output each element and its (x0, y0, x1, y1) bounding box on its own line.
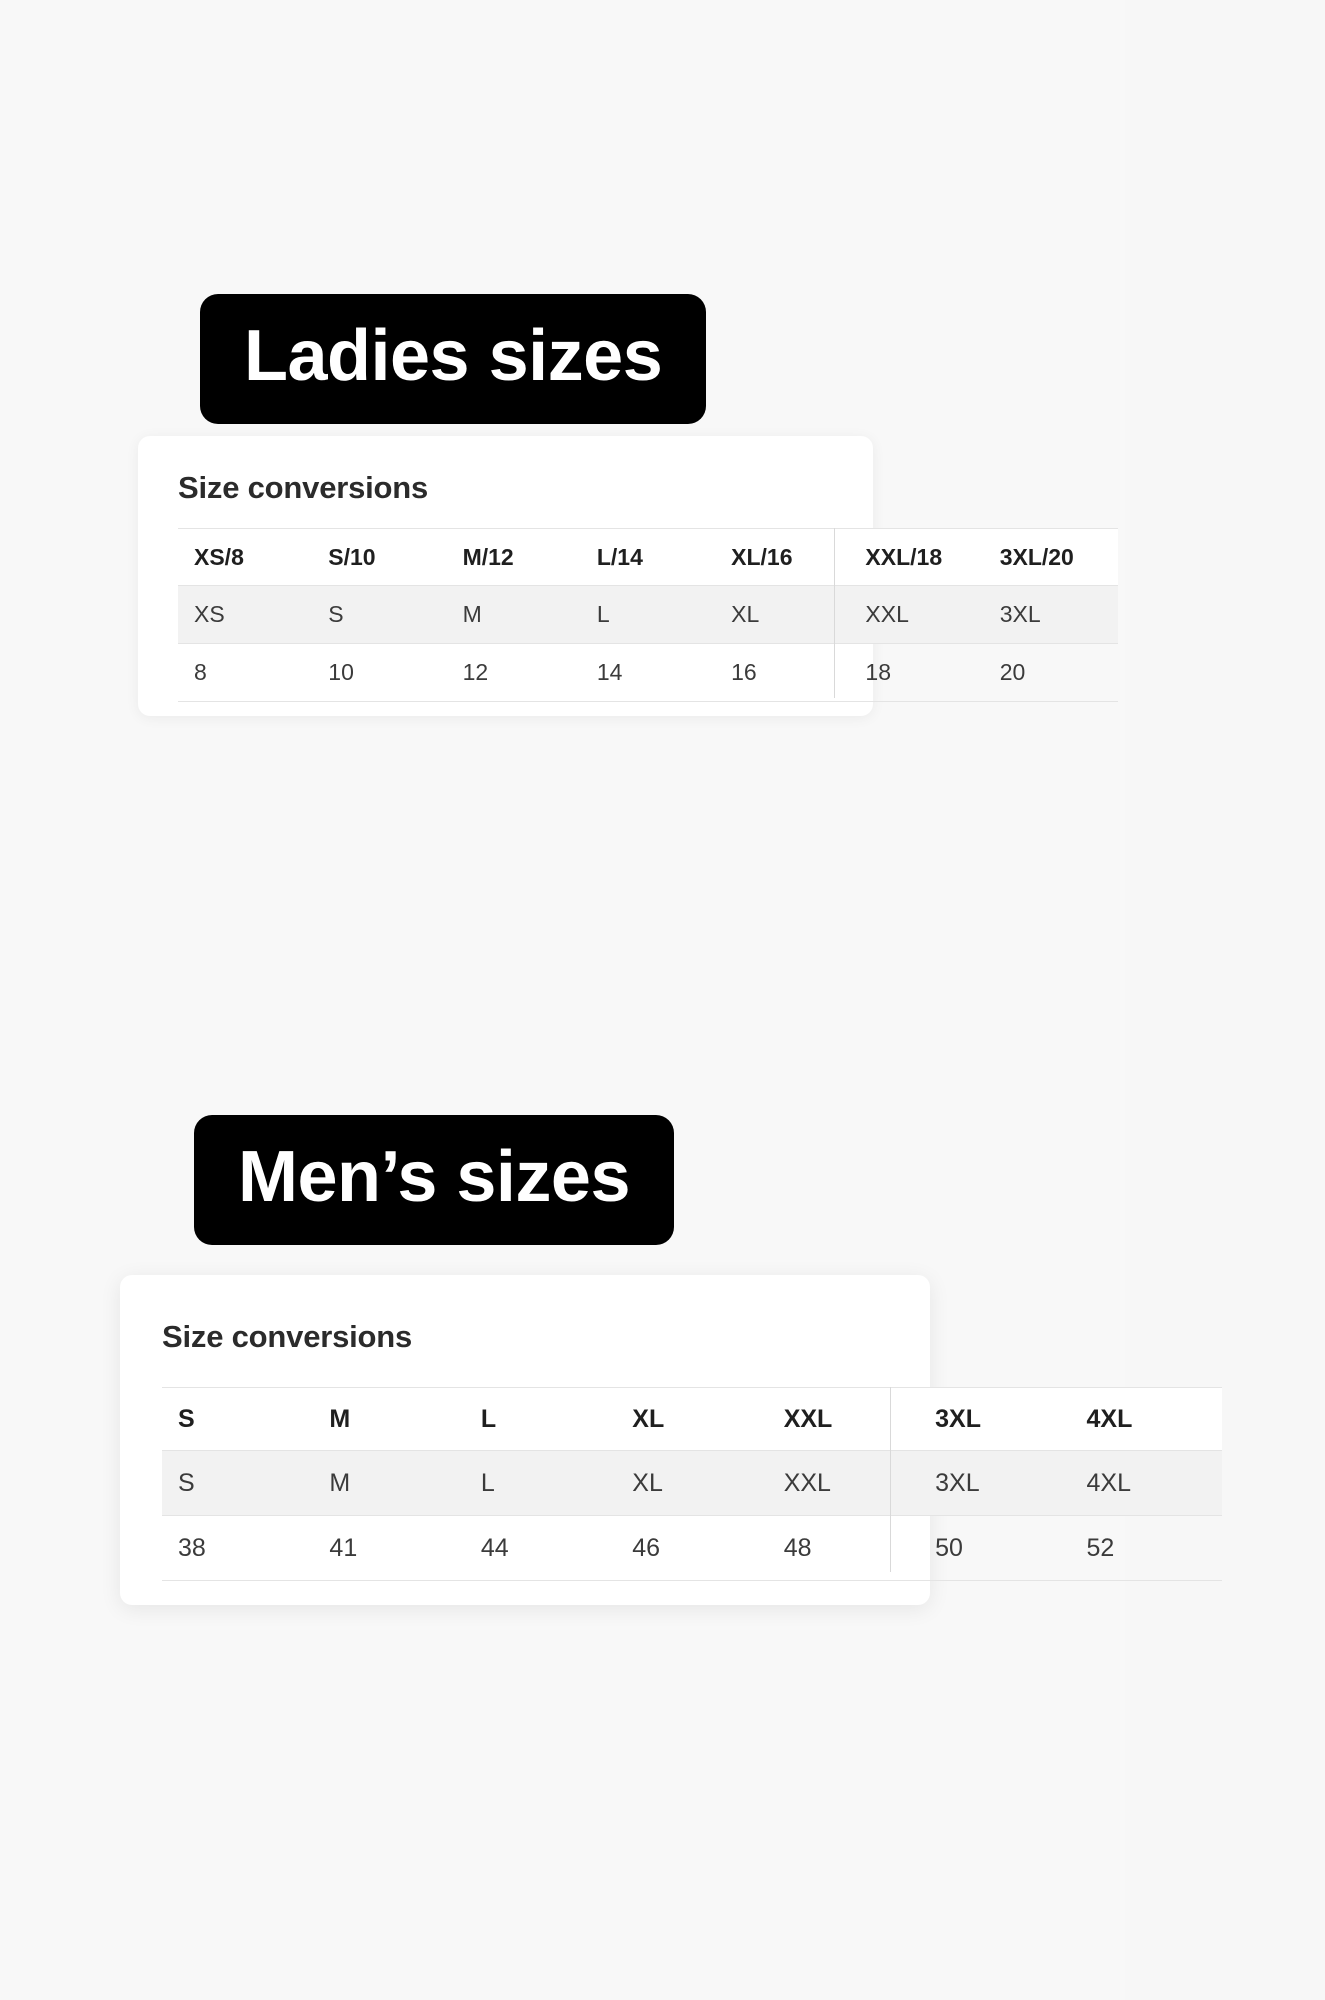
mens-table-clip (162, 1387, 1133, 1572)
ladies-size-table (178, 528, 1118, 702)
ladies-table-clip (178, 528, 1074, 698)
table-cell: L (465, 1451, 616, 1516)
table-header-cell: L/14 (581, 529, 715, 586)
table-cell: 52 (1071, 1516, 1222, 1581)
table-header-cell: 4XL (1071, 1388, 1222, 1451)
ladies-size-card (138, 436, 1074, 716)
ladies-heading-pill: Ladies sizes (200, 294, 706, 424)
table-header-cell: XXL/18 (849, 529, 983, 586)
table-header-cell: S/10 (312, 529, 446, 586)
table-cell: M (447, 586, 581, 644)
table-header-cell: XS/8 (178, 529, 312, 586)
table-header-cell: M/12 (447, 529, 581, 586)
mens-heading-wrapper (0, 1115, 1319, 1245)
table-row (162, 1516, 1222, 1581)
table-cell: L (581, 586, 715, 644)
table-cell: S (162, 1451, 313, 1516)
table-cell: 3XL (919, 1451, 1070, 1516)
table-cell: 18 (849, 644, 983, 702)
table-cell: 20 (984, 644, 1118, 702)
mens-size-table (162, 1387, 1222, 1581)
table-cell: 38 (162, 1516, 313, 1581)
table-header-cell: XL (616, 1388, 767, 1451)
table-header-cell: 3XL (919, 1388, 1070, 1451)
table-cell: 12 (447, 644, 581, 702)
table-cell: XXL (768, 1451, 919, 1516)
mens-heading-pill: Men’s sizes (194, 1115, 674, 1245)
table-cell: 16 (715, 644, 849, 702)
table-cell: 8 (178, 644, 312, 702)
table-row (178, 644, 1118, 702)
mens-card-title: Size conversions (162, 1319, 413, 1354)
table-cell: 3XL (984, 586, 1118, 644)
table-header-cell: S (162, 1388, 313, 1451)
table-cell: S (312, 586, 446, 644)
table-header-cell: 3XL/20 (984, 529, 1118, 586)
table-header-row (178, 529, 1118, 586)
table-cell: XL (616, 1451, 767, 1516)
table-cell: XXL (849, 586, 983, 644)
ladies-card-title: Size conversions (178, 470, 429, 505)
table-header-row (162, 1388, 1222, 1451)
table-row (162, 1451, 1222, 1516)
ladies-table-right-edge (834, 528, 835, 698)
table-cell: 44 (465, 1516, 616, 1581)
table-cell: 50 (919, 1516, 1070, 1581)
table-header-cell: XXL (768, 1388, 919, 1451)
table-header-cell: L (465, 1388, 616, 1451)
mens-size-card (120, 1275, 1133, 1605)
table-cell: 4XL (1071, 1451, 1222, 1516)
table-cell: 46 (616, 1516, 767, 1581)
table-cell: 41 (313, 1516, 464, 1581)
table-cell: 48 (768, 1516, 919, 1581)
table-cell: XS (178, 586, 312, 644)
ladies-heading-wrapper (0, 294, 1325, 424)
table-cell: 14 (581, 644, 715, 702)
table-cell: M (313, 1451, 464, 1516)
table-header-cell: XL/16 (715, 529, 849, 586)
table-cell: XL (715, 586, 849, 644)
table-header-cell: M (313, 1388, 464, 1451)
table-row (178, 586, 1118, 644)
table-cell: 10 (312, 644, 446, 702)
mens-table-right-edge (890, 1387, 891, 1572)
